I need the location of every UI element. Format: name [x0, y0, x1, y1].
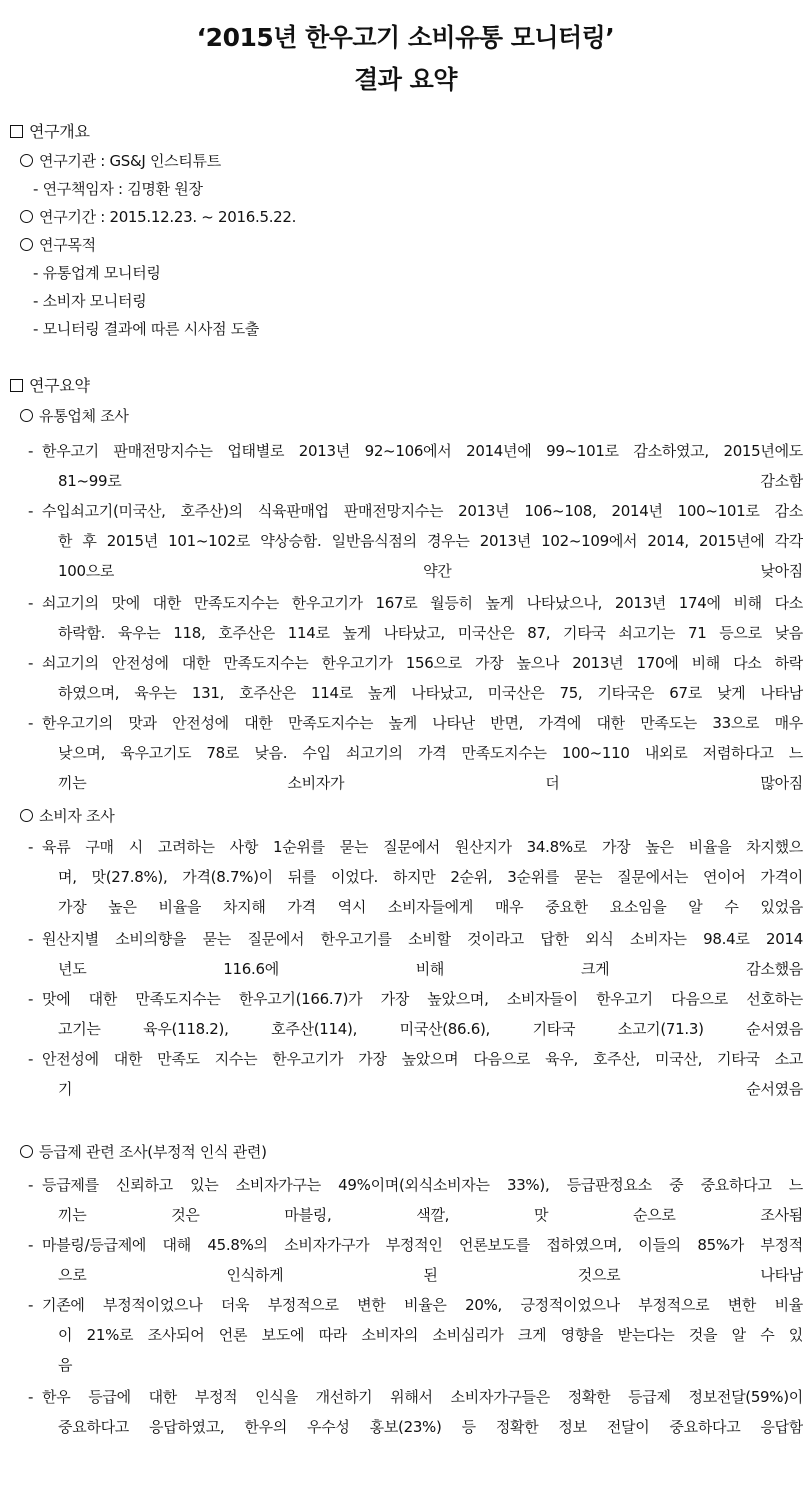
text-line: 기존에 부정적이었으나 더욱 부정적으로 변한 비율은 20%, 긍정적이었으나 부정적으로 변한 비율 — [42, 1296, 803, 1314]
distribution-item-text — [42, 496, 803, 586]
text-line: 등급제를 신뢰하고 있는 소비자가구는 49%이며(외식소비자는 33%), 등급판정요소 중 중요하다고 느 — [42, 1176, 803, 1194]
text-line: 원산지별 소비의향을 묻는 질문에서 한우고기를 소비할 것이라고 답한 외식 소비자는 98.4로 2014 — [42, 930, 803, 948]
text-line: 끼는 것은 마블링, 색깔, 맛 순으로 조사됨 — [58, 1206, 803, 1224]
text-line: 하락함. 육우는 118, 호주산은 114로 높게 나타났고, 미국산은 87, 기타국 쇠고기는 71 등으로 낮음 — [58, 624, 803, 642]
dash-bullet: - — [28, 930, 34, 948]
grading-item-text — [42, 1230, 803, 1290]
text-line: 쇠고기의 맛에 대한 만족도지수는 한우고기가 167로 월등히 높게 나타났으나, 2013년 174에 비해 다소 — [42, 594, 803, 612]
overview-lead: - 연구책임자 : 김명환 원장 — [33, 180, 203, 198]
distribution-item-text — [42, 708, 803, 798]
text-line: 100으로 약간 낮아짐 — [58, 562, 803, 580]
grading-item-text — [42, 1290, 803, 1380]
dash-bullet: - — [28, 990, 34, 1008]
dash-bullet: - — [28, 654, 34, 672]
text-line: 한우고기의 맛과 안전성에 대한 만족도지수는 높게 나타난 반면, 가격에 대한 만족도는 33으로 매우 — [42, 714, 803, 732]
text-line: 중요하다고 응답하였고, 한우의 우수성 홍보(23%) 등 정확한 정보 전달이 중요하다고 응답함 — [58, 1418, 803, 1436]
purpose-item: - 유통업계 모니터링 — [33, 264, 161, 282]
dash-bullet: - — [28, 1296, 34, 1314]
document-title: ‘2015년 한우고기 소비유통 모니터링’ — [196, 23, 615, 52]
text-line: 으로 인식하게 된 것으로 나타남 — [58, 1266, 803, 1284]
distribution-item-text — [42, 648, 803, 708]
distribution-item-text — [42, 436, 803, 496]
text-line: 낮으며, 육우고기도 78로 낮음. 수입 쇠고기의 가격 만족도지수는 100~110 내외로 저렴하다고 느 — [58, 744, 803, 762]
text-line: 이 21%로 조사되어 언론 보도에 따라 소비자의 소비심리가 크게 영향을 받는다는 것을 알 수 있 — [58, 1326, 803, 1344]
text-line: 한우고기 판매전망지수는 업태별로 2013년 92~106에서 2014년에 99~101로 감소하였고, 2015년에도 — [42, 442, 803, 460]
dash-bullet: - — [28, 1236, 34, 1254]
distribution-heading: 유통업체 조사 — [20, 406, 129, 426]
dash-bullet: - — [28, 838, 34, 856]
purpose-item: - 소비자 모니터링 — [33, 292, 147, 310]
circle-bullet-icon — [20, 238, 33, 251]
consumer-item-text — [42, 832, 803, 922]
dash-bullet: - — [28, 1176, 34, 1194]
overview-institution: 연구기관 : GS&J 인스티튜트 — [20, 151, 221, 171]
text-line: 며, 맛(27.8%), 가격(8.7%)이 뒤를 이었다. 하지만 2순위, 3순위를 묻는 질문에서는 연이어 가격이 — [58, 868, 803, 886]
text-line: 끼는 소비자가 더 많아짐 — [58, 774, 803, 792]
text-line: 수입쇠고기(미국산, 호주산)의 식육판매업 판매전망지수는 2013년 106~108, 2014년 100~101로 감소 — [42, 502, 803, 520]
dash-bullet: - — [28, 714, 34, 732]
distribution-item-text — [42, 588, 803, 648]
text-line: 쇠고기의 안전성에 대한 만족도지수는 한우고기가 156으로 가장 높으나 2013년 170에 비해 다소 하락 — [42, 654, 803, 672]
text-line: 안전성에 대한 만족도 지수는 한우고기가 가장 높았으며 다음으로 육우, 호주산, 미국산, 기타국 소고 — [42, 1050, 803, 1068]
grading-heading: 등급제 관련 조사(부정적 인식 관련) — [20, 1142, 267, 1162]
circle-bullet-icon — [20, 210, 33, 223]
consumer-item-text — [42, 924, 803, 984]
section-summary-heading: 연구요약 — [10, 376, 90, 396]
dash-bullet: - — [28, 594, 34, 612]
text-line: 하였으며, 육우는 131, 호주산은 114로 높게 나타났고, 미국산은 75, 기타국은 67로 낮게 나타남 — [58, 684, 803, 702]
text-line: 마블링/등급제에 대해 45.8%의 소비자가구가 부정적인 언론보도를 접하였으며, 이들의 85%가 부정적 — [42, 1236, 803, 1254]
consumer-item-text — [42, 1044, 803, 1104]
text-line: 년도 116.6에 비해 크게 감소했음 — [58, 960, 803, 978]
overview-period: 연구기간 : 2015.12.23. ~ 2016.5.22. — [20, 207, 296, 227]
checkbox-square-icon — [10, 125, 23, 138]
circle-bullet-icon — [20, 1145, 33, 1158]
dash-bullet: - — [28, 502, 34, 520]
circle-bullet-icon — [20, 809, 33, 822]
checkbox-square-icon — [10, 379, 23, 392]
document-subtitle: 결과 요약 — [354, 65, 457, 94]
consumer-heading: 소비자 조사 — [20, 806, 114, 826]
circle-bullet-icon — [20, 154, 33, 167]
consumer-item-text — [42, 984, 803, 1044]
text-line: 가장 높은 비율을 차지해 가격 역시 소비자들에게 매우 중요한 요소임을 알 수 있었음 — [58, 898, 803, 916]
text-line: 한우 등급에 대한 부정적 인식을 개선하기 위해서 소비자가구들은 정확한 등급제 정보전달(59%)이 — [42, 1388, 803, 1406]
dash-bullet: - — [28, 442, 34, 460]
circle-bullet-icon — [20, 409, 33, 422]
text-line: 81~99로 감소함 — [58, 472, 803, 490]
text-line: 육류 구매 시 고려하는 사항 1순위를 묻는 질문에서 원산지가 34.8%로 가장 높은 비율을 차지했으 — [42, 838, 803, 856]
text-line: 음 — [58, 1356, 73, 1374]
text-line: 한 후 2015년 101~102로 약상승함. 일반음식점의 경우는 2013년 102~109에서 2014, 2015년에 각각 — [58, 532, 803, 550]
purpose-item: - 모니터링 결과에 따른 시사점 도출 — [33, 320, 260, 338]
text-line: 기 순서였음 — [58, 1080, 803, 1098]
overview-purpose-heading: 연구목적 — [20, 235, 96, 255]
grading-item-text — [42, 1382, 803, 1442]
grading-item-text — [42, 1170, 803, 1230]
text-line: 고기는 육우(118.2), 호주산(114), 미국산(86.6), 기타국 소고기(71.3) 순서였음 — [58, 1020, 803, 1038]
text-line: 맛에 대한 만족도지수는 한우고기(166.7)가 가장 높았으며, 소비자들이 한우고기 다음으로 선호하는 — [42, 990, 803, 1008]
section-overview-heading: 연구개요 — [10, 122, 90, 142]
dash-bullet: - — [28, 1050, 34, 1068]
dash-bullet: - — [28, 1388, 34, 1406]
